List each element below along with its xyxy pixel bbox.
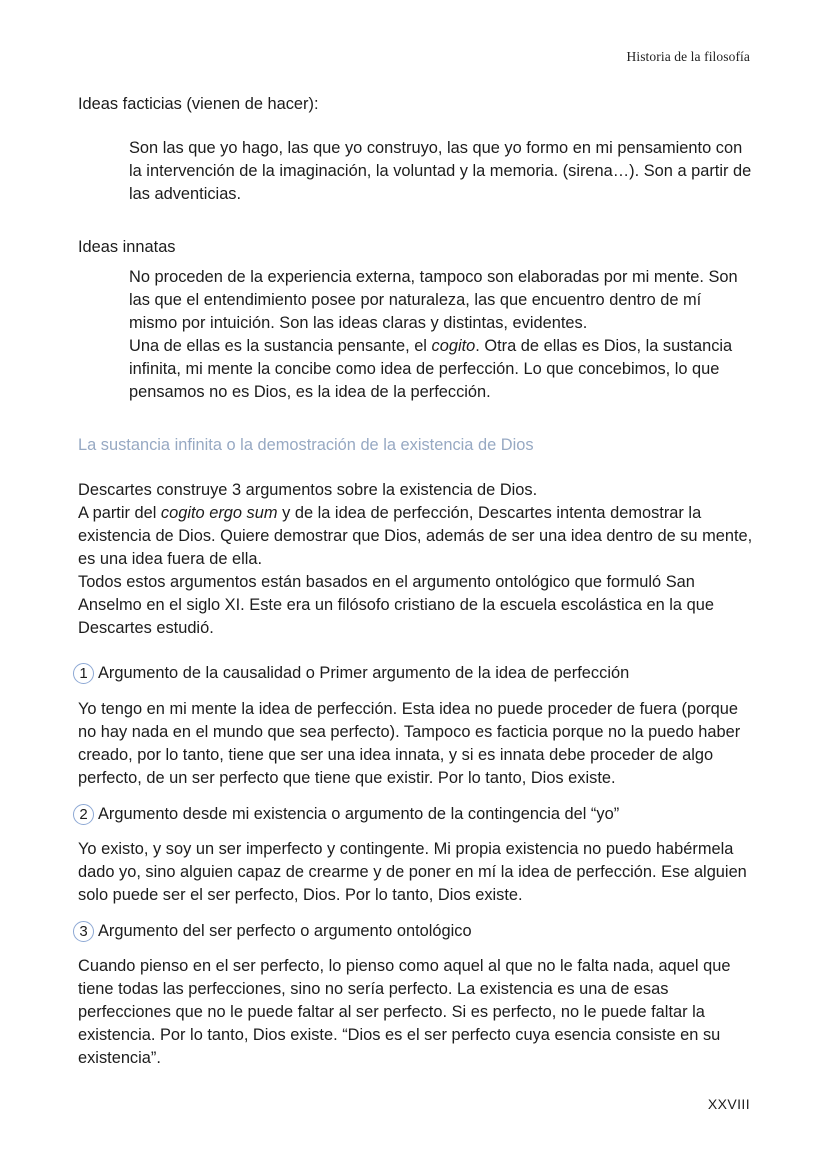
number-circle-3: 3 bbox=[73, 921, 94, 942]
argument-3-heading bbox=[78, 920, 754, 943]
argument-1-title: Argumento de la causalidad o Primer argumento de la idea de perfección bbox=[98, 664, 630, 682]
facticias-heading: Ideas facticias (vienen de hacer): bbox=[78, 95, 319, 113]
number-circle-2: 2 bbox=[73, 804, 94, 825]
number-circle-1: 1 bbox=[73, 663, 94, 684]
intro-text-before: A partir del bbox=[78, 504, 161, 522]
section-title: La sustancia infinita o la demostración de la existencia de Dios bbox=[78, 436, 534, 454]
innatas-text-after: . Otra de ellas es Dios, la sustancia infinita, mi mente la concibe como idea de perfección. Lo que concebimos, lo que pensamos no es Dios, es la idea de la perfección. bbox=[129, 337, 733, 401]
innatas-paragraph-2 bbox=[129, 335, 754, 404]
section-intro bbox=[78, 479, 754, 640]
intro-paragraph-1: Descartes construye 3 argumentos sobre la existencia de Dios. bbox=[78, 481, 538, 499]
argument-1-heading bbox=[78, 662, 754, 685]
argument-3-body: Cuando pienso en el ser perfecto, lo pienso como aquel al que no le falta nada, aquel que tiene todas las perfecciones, sino no sería perfecto. La existencia es una de esas perfecciones que no le puede faltar al ser perfecto. Si es perfecto, no le puede faltar la existencia. Por lo tanto, Dios existe. “Dios es el ser perfecto cuya esencia consiste en su existencia”. bbox=[78, 957, 731, 1067]
intro-cogito-ergo-sum: cogito ergo sum bbox=[160, 504, 278, 522]
innatas-body bbox=[78, 266, 754, 404]
facticias-body: Son las que yo hago, las que yo construyo, las que yo formo en mi pensamiento con la intervención de la imaginación, la voluntad y la memoria. (sirena…). Son a partir de las adventicias. bbox=[129, 139, 752, 203]
argument-3-title: Argumento del ser perfecto o argumento ontológico bbox=[98, 922, 472, 940]
innatas-text-before: Una de ellas es la sustancia pensante, el bbox=[129, 337, 432, 355]
intro-paragraph-3: Todos estos argumentos están basados en el argumento ontológico que formuló San Anselmo en el siglo XI. Este era un filósofo cristiano de la escuela escolástica en la que Descartes estudió. bbox=[78, 573, 714, 637]
innatas-paragraph-1: No proceden de la experiencia externa, tampoco son elaboradas por mi mente. Son las que el entendimiento posee por naturaleza, las que encuentro dentro de mí mismo por intuición. Son las ideas claras y distintas, evidentes. bbox=[129, 268, 738, 332]
argument-2-title: Argumento desde mi existencia o argumento de la contingencia del “yo” bbox=[98, 805, 620, 823]
innatas-cogito: cogito bbox=[431, 337, 476, 355]
page-number: XXVIII bbox=[707, 1096, 750, 1112]
intro-text-after: y de la idea de perfección, Descartes intenta demostrar la existencia de Dios. Quiere demostrar que Dios, además de ser una idea dentro de su mente, es una idea fuera de ella. bbox=[78, 504, 753, 568]
page-content bbox=[78, 93, 754, 1070]
intro-paragraph-2 bbox=[78, 502, 754, 571]
argument-2-heading bbox=[78, 803, 754, 826]
argument-2-body: Yo existo, y soy un ser imperfecto y contingente. Mi propia existencia no puedo habérmela dado yo, sino alguien capaz de crearme y de poner en mí la idea de perfección. Ese alguien solo puede ser el ser perfecto, Dios. Por lo tanto, Dios existe. bbox=[78, 840, 747, 904]
innatas-heading: Ideas innatas bbox=[78, 238, 176, 256]
argument-1-body: Yo tengo en mi mente la idea de perfección. Esta idea no puede proceder de fuera (porque no hay nada en el mundo que sea perfecto). Tampoco es facticia porque no la puedo haber creado, por lo tanto, tiene que ser una idea innata, y si es innata debe proceder de algo perfecto, de un ser perfecto que tiene que existir. Por lo tanto, Dios existe. bbox=[78, 700, 741, 787]
running-header: Historia de la filosofía bbox=[626, 49, 750, 64]
